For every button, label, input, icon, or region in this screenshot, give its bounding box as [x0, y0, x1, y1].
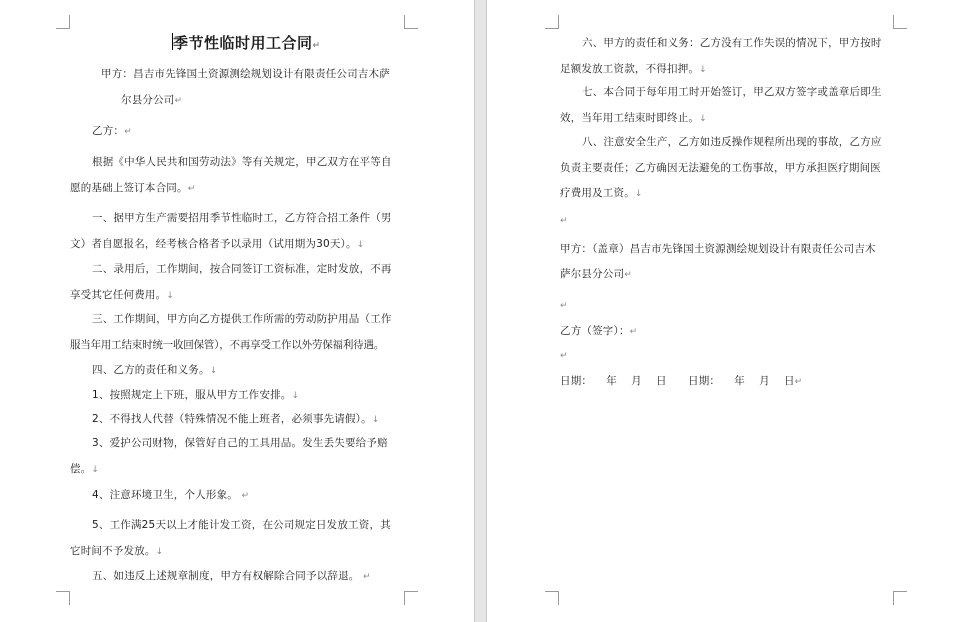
empty-paragraph[interactable]: ↵	[560, 301, 568, 311]
clause-2-line-2[interactable]: 享受其它任何费用。↓	[70, 289, 175, 301]
duty-3-line-1[interactable]: 3、爱护公司财物，保管好自己的工具用品。发生丢失要给予赔	[92, 437, 388, 449]
clause-8-line-3[interactable]: 疗费用及工资。↓	[560, 187, 643, 199]
clause-1-line-1[interactable]: 一、据甲方生产需要招用季节性临时工，乙方符合招工条件（男	[92, 212, 392, 224]
clause-3-line-2[interactable]: 服当年用工结束时统一收回保管），不再享受工作以外劳保福利待遇。	[70, 339, 385, 351]
sign-party-a-line-1[interactable]: 甲方：（盖章）昌吉市先锋国土资源测绘规划设计有限责任公司吉木	[560, 243, 876, 255]
crop-mark-top-right	[404, 15, 418, 29]
duty-3-line-2[interactable]: 偿。↓	[70, 463, 100, 475]
crop-mark-bottom-left	[56, 591, 70, 605]
clause-4-heading[interactable]: 四、乙方的责任和义务。↓	[92, 364, 218, 376]
empty-paragraph[interactable]: ↵	[560, 216, 568, 226]
document-page-2	[487, 0, 956, 622]
duty-2[interactable]: 2、不得找人代替（特殊情况不能上班者，必须事先请假）。↓	[92, 413, 380, 425]
duty-1[interactable]: 1、按照规定上下班，服从甲方工作安排。↓	[92, 389, 300, 401]
clause-6-line-1[interactable]: 六、甲方的责任和义务：乙方没有工作失误的情况下，甲方按时	[582, 37, 882, 49]
crop-mark-bottom-right	[893, 591, 907, 605]
date-party-b[interactable]: 日期： 年 月 日↵	[688, 375, 803, 387]
duty-5-line-2[interactable]: 它时间不予发放。↓	[70, 545, 164, 557]
crop-mark-top-left	[545, 15, 559, 29]
date-party-a[interactable]: 日期： 年 月 日	[560, 375, 667, 387]
clause-7-line-2[interactable]: 效，当年用工结束时即终止。↓	[560, 112, 707, 124]
page-divider-left	[474, 0, 475, 622]
document-page-1	[0, 0, 474, 622]
clause-3-line-1[interactable]: 三、工作期间，甲方向乙方提供工作所需的劳动防护用品（工作	[92, 313, 392, 325]
duty-5-line-1[interactable]: 5、工作满25天以上才能计发工资，在公司规定日发放工资，其	[92, 519, 391, 531]
empty-paragraph[interactable]: ↵	[560, 351, 568, 361]
party-a-line-2[interactable]: 尔县分公司↵	[121, 94, 183, 106]
clause-6-line-2[interactable]: 足额发放工资款，不得扣押。↓	[560, 63, 707, 75]
clause-1-line-2[interactable]: 文）者自愿报名，经考核合格者予以录用（试用期为30天）。↓	[70, 238, 365, 250]
clause-8-line-2[interactable]: 负责主要责任；乙方确因无法避免的工伤事故，甲方承担医疗期间医	[560, 162, 881, 174]
clause-5[interactable]: 五、如违反上述规章制度，甲方有权解除合同予以辞退。 ↵	[92, 570, 371, 582]
clause-7-line-1[interactable]: 七、本合同于每年用工时开始签订，甲乙双方签字或盖章后即生	[582, 86, 882, 98]
intro-line-2[interactable]: 愿的基础上签订本合同。↵	[70, 182, 196, 194]
document-title[interactable]: 季节性临时用工合同↵	[173, 34, 321, 52]
intro-line-1[interactable]: 根据《中华人民共和国劳动法》等有关规定，甲乙双方在平等自	[92, 156, 392, 168]
crop-mark-top-left	[56, 15, 70, 29]
crop-mark-top-right	[893, 15, 907, 29]
party-b-label[interactable]: 乙方：↵	[92, 125, 132, 137]
crop-mark-bottom-left	[545, 591, 559, 605]
clause-8-line-1[interactable]: 八、注意安全生产，乙方如违反操作规程所出现的事故，乙方应	[582, 136, 882, 148]
duty-4[interactable]: 4、注意环境卫生，个人形象。 ↵	[92, 489, 250, 501]
sign-party-a-line-2[interactable]: 萨尔县分公司↵	[560, 268, 632, 280]
party-a-line-1[interactable]: 甲方：昌吉市先锋国土资源测绘规划设计有限责任公司吉木萨	[101, 68, 390, 80]
sign-party-b[interactable]: 乙方（签字）：↵	[560, 325, 638, 337]
crop-mark-bottom-right	[404, 591, 418, 605]
clause-2-line-1[interactable]: 二、录用后，工作期间，按合同签订工资标准，定时发放，不再	[92, 263, 392, 275]
